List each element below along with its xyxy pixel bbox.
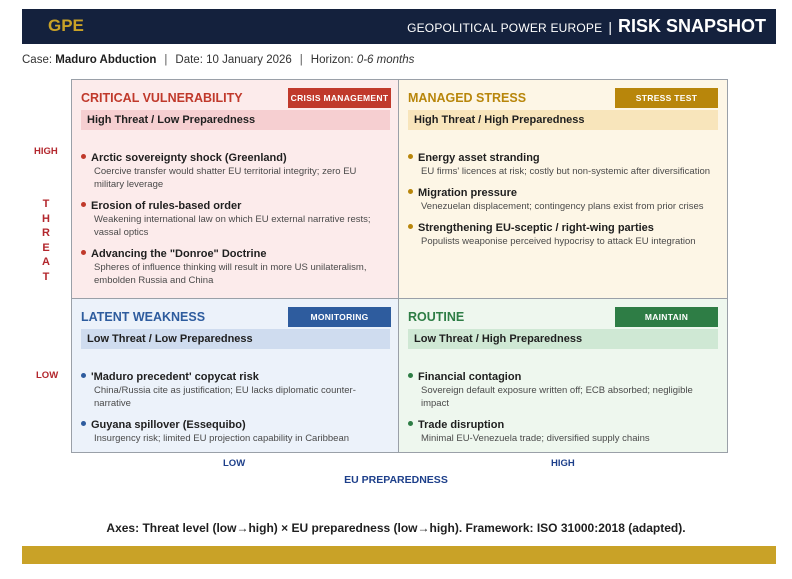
preparedness-axis-label: EU PREPAREDNESS [344, 474, 448, 486]
risk-item [81, 199, 386, 239]
risk-item [81, 247, 386, 287]
bullet-icon [408, 154, 413, 159]
risk-description: Coercive transfer would shatter EU territorial integrity; zero EU military leverage [94, 166, 357, 190]
risk-description: Spheres of influence thinking will result in more US unilateralism, embolden Russia and China [94, 262, 367, 286]
quadrant-title: MANAGED STRESS [408, 91, 527, 105]
bullet-icon [81, 373, 86, 378]
risk-title: Advancing the "Donroe" Doctrine [91, 248, 267, 260]
header-separator: | [608, 19, 612, 35]
risk-title: Migration pressure [418, 187, 518, 199]
risk-title: Trade disruption [418, 419, 505, 431]
quadrant-band: High Threat / High Preparedness [408, 110, 718, 130]
bullet-icon [81, 250, 86, 255]
risk-item [81, 370, 386, 410]
date-label: Date: [175, 54, 203, 66]
gpe-logo: GPE [48, 16, 84, 35]
risk-list [81, 370, 386, 453]
quadrant-band: Low Threat / Low Preparedness [81, 329, 390, 349]
risk-item [81, 418, 386, 445]
risk-description: Venezuelan displacement; contingency plans exist from prior crises [421, 201, 704, 212]
risk-description: Populists weaponise perceived hypocrisy to attack EU integration [421, 236, 696, 247]
quadrant-title: CRITICAL VULNERABILITY [81, 91, 243, 105]
risk-description: Insurgency risk; limited EU projection capability in Caribbean [94, 433, 350, 444]
preparedness-axis-low: LOW [223, 458, 246, 469]
bullet-icon [408, 189, 413, 194]
risk-title: 'Maduro precedent' copycat risk [91, 371, 259, 383]
header-bar [22, 9, 776, 44]
quadrant-critical-vulnerability [72, 80, 399, 299]
threat-letter: E [42, 241, 50, 254]
risk-item [408, 151, 718, 178]
risk-title: Guyana spillover (Essequibo) [91, 419, 246, 431]
risk-description: EU firms' licences at risk; costly but non-systemic after diversification [421, 166, 711, 177]
risk-title: Strengthening EU-sceptic / right-wing parties [418, 222, 654, 234]
case-value: Maduro Abduction [55, 54, 157, 66]
threat-letter: A [42, 256, 50, 268]
bullet-icon [81, 154, 86, 159]
threat-axis-low: LOW [36, 370, 59, 381]
quadrant-latent-weakness [72, 299, 399, 452]
organization-name: GEOPOLITICAL POWER EUROPE [407, 21, 603, 35]
axes-footnote: Axes: Threat level (low→high) × EU preparedness (low→high). Framework: ISO 31000:2018 (adapted). [106, 521, 686, 535]
horizon-label: Horizon: [310, 54, 354, 66]
date-value: 10 January 2026 [206, 54, 292, 66]
bullet-icon [81, 421, 86, 426]
threat-letter: T [42, 270, 50, 283]
risk-item [81, 151, 386, 191]
bullet-icon [408, 224, 413, 229]
risk-description: Minimal EU-Venezuela trade; diversified supply chains [421, 433, 650, 444]
threat-axis-high: HIGH [34, 146, 58, 157]
threat-letter: R [42, 227, 50, 239]
quadrant-routine [399, 299, 727, 452]
preparedness-axis-high: HIGH [551, 458, 575, 469]
risk-list [408, 151, 718, 256]
quadrant-managed-stress [399, 80, 727, 299]
risk-item [408, 221, 718, 248]
header-right [407, 16, 766, 37]
risk-matrix [71, 79, 728, 453]
bullet-icon [81, 202, 86, 207]
risk-title: Financial contagion [418, 371, 522, 383]
bullet-icon [408, 373, 413, 378]
threat-letter: T [42, 198, 50, 210]
quadrant-title: LATENT WEAKNESS [81, 310, 206, 324]
risk-description: China/Russia cite as justification; EU lacks diplomatic counter-narrative [94, 385, 356, 409]
risk-title: Arctic sovereignty shock (Greenland) [91, 152, 287, 164]
crisis-management-badge: CRISIS MANAGEMENT [288, 88, 391, 108]
risk-description: Weakening international law on which EU external narrative rests; vassal optics [94, 214, 371, 238]
monitoring-badge: MONITORING [288, 307, 391, 327]
bullet-icon [408, 421, 413, 426]
quadrant-band: High Threat / Low Preparedness [81, 110, 390, 130]
case-metadata: Case: Maduro Abduction | Date: 10 January 2026 | Horizon: 0-6 months [22, 54, 415, 66]
threat-axis-label [41, 197, 51, 284]
risk-item [408, 370, 718, 410]
stress-test-badge: STRESS TEST [615, 88, 718, 108]
case-label: Case: [22, 54, 53, 66]
footer-bar [22, 546, 776, 564]
risk-list [81, 151, 386, 295]
risk-item [408, 186, 718, 213]
quadrant-band: Low Threat / High Preparedness [408, 329, 718, 349]
risk-description: Sovereign default exposure written off; ECB absorbed; negligible impact [421, 385, 693, 409]
quadrant-title: ROUTINE [408, 310, 465, 324]
maintain-badge: MAINTAIN [615, 307, 718, 327]
risk-item [408, 418, 718, 445]
threat-letter: H [42, 212, 50, 225]
horizon-value: 0-6 months [356, 54, 415, 66]
risk-title: Erosion of rules-based order [91, 200, 242, 212]
risk-title: Energy asset stranding [418, 152, 540, 164]
risk-list [408, 370, 718, 453]
report-title: RISK SNAPSHOT [617, 16, 766, 36]
